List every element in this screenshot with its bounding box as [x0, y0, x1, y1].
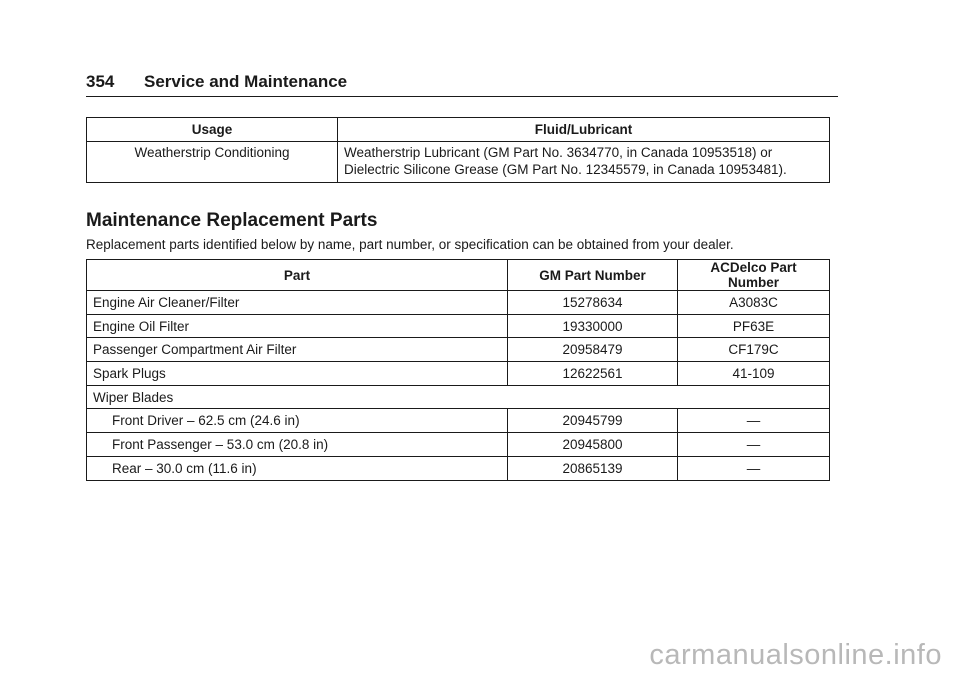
section-intro: Replacement parts identified below by name, part number, or specification can be obtained from your dealer.: [86, 237, 734, 252]
acdelco-part-number-cell: 41-109: [678, 362, 830, 386]
acdelco-part-number-cell: —: [678, 409, 830, 433]
table-row: [87, 409, 830, 433]
table-row: [87, 314, 830, 338]
column-header-fluid: Fluid/Lubricant: [338, 118, 830, 142]
gm-part-number-cell: 15278634: [508, 291, 678, 315]
part-name-cell: Passenger Compartment Air Filter: [87, 338, 508, 362]
gm-part-number-cell: 20958479: [508, 338, 678, 362]
acdelco-part-number-cell: PF63E: [678, 314, 830, 338]
gm-part-number-cell: 19330000: [508, 314, 678, 338]
fluid-line: Weatherstrip Lubricant (GM Part No. 3634770, in Canada 10953518) or: [344, 145, 773, 160]
acdelco-part-number-cell: —: [678, 456, 830, 480]
table-header-row: [87, 260, 830, 291]
page-header: [86, 72, 838, 92]
acdelco-part-number-cell: CF179C: [678, 338, 830, 362]
gm-part-number-cell: 12622561: [508, 362, 678, 386]
page-number: 354: [86, 72, 115, 91]
acdelco-part-number-cell: —: [678, 433, 830, 457]
gm-part-number-cell: 20945800: [508, 433, 678, 457]
header-rule: [86, 96, 838, 97]
table-row: [87, 433, 830, 457]
fluid-lubricant-table: [86, 117, 830, 183]
part-name-cell: Spark Plugs: [87, 362, 508, 386]
part-name-cell: Front Passenger – 53.0 cm (20.8 in): [87, 433, 508, 457]
part-name-cell: Front Driver – 62.5 cm (24.6 in): [87, 409, 508, 433]
column-header-part: Part: [87, 260, 508, 291]
table-header-row: [87, 118, 830, 142]
usage-cell: Weatherstrip Conditioning: [87, 142, 338, 183]
table-row: [87, 456, 830, 480]
table-group-row: [87, 385, 830, 409]
group-label-cell: Wiper Blades: [87, 385, 830, 409]
page-header-title: Service and Maintenance: [144, 72, 348, 91]
table-row: [87, 291, 830, 315]
column-header-usage: Usage: [87, 118, 338, 142]
part-name-cell: Engine Oil Filter: [87, 314, 508, 338]
table-row: [87, 142, 830, 183]
acdelco-part-number-cell: A3083C: [678, 291, 830, 315]
replacement-parts-table: [86, 259, 830, 481]
column-header-acdelco-part-number: ACDelco Part Number: [678, 260, 830, 291]
part-name-cell: Rear – 30.0 cm (11.6 in): [87, 456, 508, 480]
site-watermark: carmanualsonline.info: [649, 639, 942, 671]
table-row: [87, 362, 830, 386]
gm-part-number-cell: 20945799: [508, 409, 678, 433]
section-title: Maintenance Replacement Parts: [86, 210, 378, 231]
table-row: [87, 338, 830, 362]
gm-part-number-cell: 20865139: [508, 456, 678, 480]
fluid-cell: [338, 142, 830, 183]
fluid-line: Dielectric Silicone Grease (GM Part No. 12345579, in Canada 10953481).: [344, 162, 787, 177]
column-header-gm-part-number: GM Part Number: [508, 260, 678, 291]
part-name-cell: Engine Air Cleaner/Filter: [87, 291, 508, 315]
